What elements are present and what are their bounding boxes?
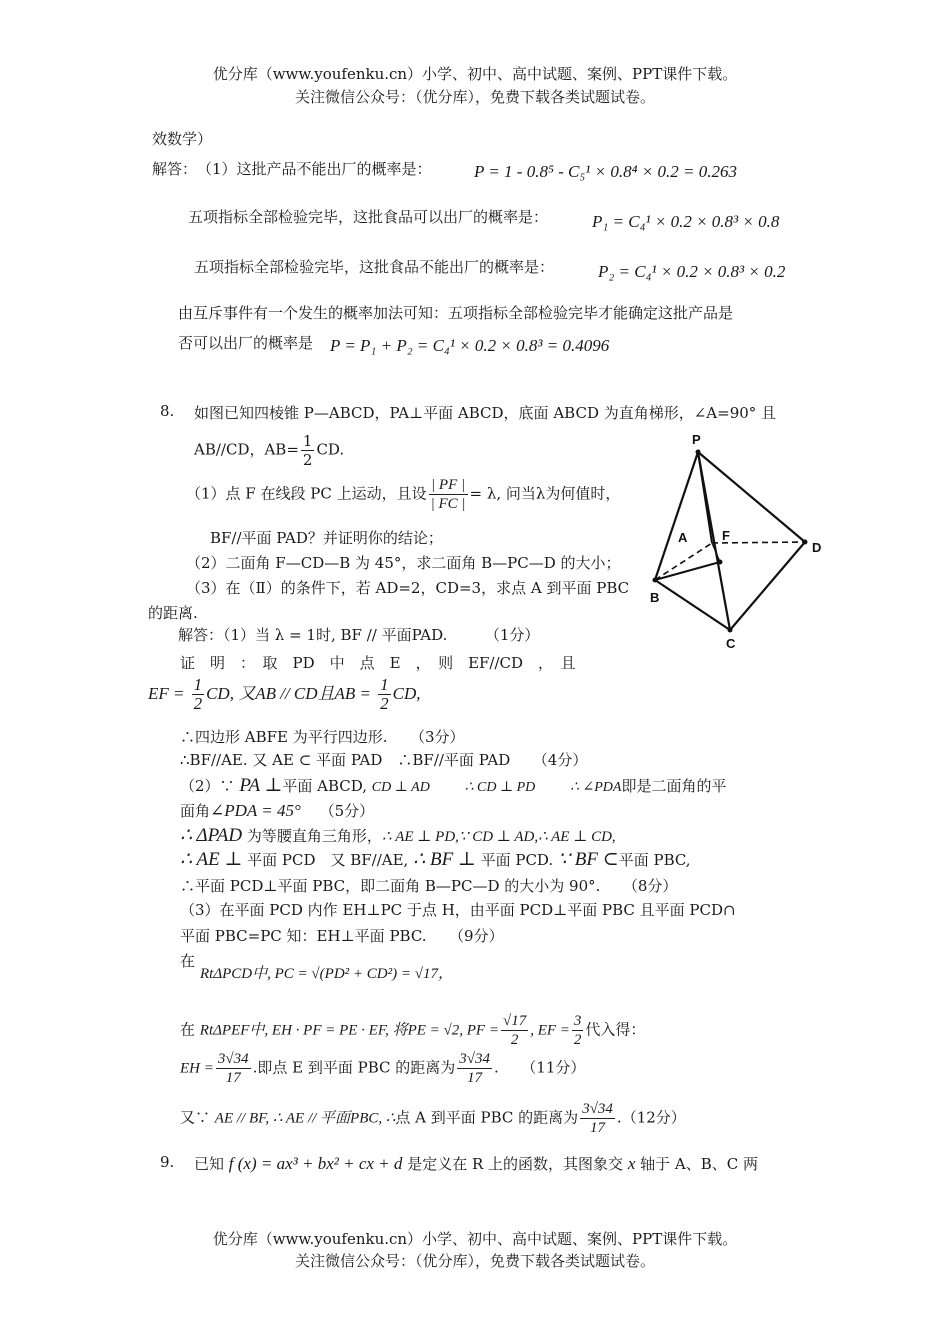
q8-s15-frac-1 [216, 1050, 251, 1087]
q8-solution-15 [180, 1050, 585, 1087]
q8-line-1: 如图已知四棱锥 P—ABCD，PA⊥平面 ABCD，底面 ABCD 为直角梯形，∠A=90° 且 [194, 404, 777, 422]
q9-line [194, 1153, 758, 1174]
fraction-numerator: 3√34 [582, 1101, 613, 1117]
q9-number: 9. [160, 1153, 175, 1171]
label-p: P [692, 432, 701, 447]
q8-s13-formula [200, 962, 453, 983]
q8-s13-c: ， [437, 966, 453, 982]
q8-s14-d: 代入得： [585, 1020, 646, 1039]
fraction-numerator: | PF | [429, 476, 468, 495]
q7-line-4: 由互斥事件有一个发生的概率加法可知：五项指标全部检验完毕才能确定这批产品是 [178, 304, 734, 322]
q8-part-1-a: （1）点 F 在线段 PC 上运动，且设 [186, 484, 427, 503]
fraction-denominator: 17 [467, 1070, 483, 1086]
label-c: C [726, 636, 736, 650]
q8-part-1-c: BF//平面 PAD？并证明你的结论； [210, 529, 443, 547]
q8-s14-a: 在 [180, 1020, 196, 1039]
q8-s16-b: AE // BF, ∴ AE // 平面PBC, ∴ [214, 1110, 396, 1127]
q8-s15-frac-2 [457, 1050, 492, 1087]
q8-s9-a: ∴ AE ⊥ [180, 849, 243, 870]
q8-solution-11: （3）在平面 PCD 内作 EH⊥PC 于点 H，由平面 PCD⊥平面 PBC 且平面 PCD∩ [180, 901, 736, 919]
header-line-1: 优分库（www.youfenku.cn）小学、初中、高中试题、案例、PPT课件下载。 [212, 65, 738, 83]
q8-s3-frac-2 [378, 676, 391, 713]
q8-s7-c: （5分） [319, 802, 375, 820]
q8-s14-frac-2 [572, 1012, 584, 1049]
segment-af [712, 543, 720, 562]
q8-solution-5: ∴BF//AE. 又 AE ⊂ 平面 PAD ∴BF//平面 PAD （4分） [180, 751, 588, 769]
fraction-denominator: 2 [573, 1032, 582, 1048]
q8-line-2 [194, 432, 344, 469]
q8-s14-c: , EF = [530, 1022, 570, 1039]
q7-formula-1: P = 1 - 0.8⁵ - C₅¹ × 0.8⁴ × 0.2 = 0.263 [474, 162, 737, 181]
q8-s6-g: 即是二面角的平 [621, 777, 727, 795]
q8-solution-1: 解答：（1）当 λ = 1时, BF // 平面PAD. （1分） [178, 626, 540, 644]
q8-solution-2: 证 明 ： 取 PD 中 点 E ， 则 EF//CD ， 且 [180, 654, 576, 672]
pyramid-figure [640, 430, 840, 650]
q8-s14-frac-1 [501, 1012, 528, 1049]
point-d [803, 540, 808, 545]
fraction-denominator: 17 [225, 1070, 241, 1086]
q8-s9-d: 平面 PCD. [480, 851, 554, 869]
label-d: D [812, 540, 822, 555]
q8-solution-16 [180, 1100, 686, 1137]
point-f [718, 560, 723, 565]
q8-s3-c: CD, [392, 684, 421, 703]
fraction-denominator: 2 [193, 694, 203, 713]
q9-a: 已知 [194, 1155, 225, 1173]
header-line-2: 关注微信公众号：（优分库），免费下载各类试题试卷。 [294, 88, 655, 106]
q8-solution-6 [180, 774, 726, 797]
q8-solution-4: ∴四边形 ABFE 为平行四边形. （3分） [180, 728, 465, 746]
fraction-numerator: √17 [502, 1013, 527, 1029]
q7-continuation: 效数学） [152, 130, 213, 148]
q8-s16-c: 点 A 到平面 PBC 的距离为 [395, 1108, 579, 1127]
edge-ab [655, 543, 712, 580]
fraction-denominator: 17 [590, 1120, 606, 1136]
q7-line-5: 否可以出厂的概率是 [178, 334, 314, 352]
q8-s3-frac-1 [192, 676, 205, 713]
q8-s7-a: 面角 [180, 802, 211, 820]
q8-fraction-pf-fc [429, 476, 468, 513]
q7-formula-3: P₂ = C₄¹ × 0.2 × 0.8³ × 0.2 [598, 262, 786, 281]
q8-s15-c: . （11分） [494, 1058, 586, 1077]
q7-formula-2: P₁ = C₄¹ × 0.2 × 0.8³ × 0.8 [592, 212, 780, 231]
q9-function: f (x) = ax³ + bx² + cx + d [228, 1154, 403, 1173]
fraction-numerator: 1 [193, 675, 203, 694]
footer-line-2: 关注微信公众号：（优分库），免费下载各类试题试卷。 [294, 1252, 655, 1270]
q8-line-2-b: CD. [316, 440, 345, 459]
q8-part-1 [186, 476, 620, 513]
q8-s9-f: 平面 PBC, [618, 851, 691, 869]
q8-solution-7 [180, 800, 374, 821]
q8-s6-b: PA ⊥ [239, 775, 283, 796]
q8-s16-a: 又∵ [180, 1108, 211, 1127]
fraction-numerator: 3√34 [217, 1051, 249, 1067]
q8-solution-10: ∴平面 PCD⊥平面 PBC，即二面角 B—PC—D 的大小为 90°. （8分） [180, 877, 678, 895]
fraction-numerator: 1 [380, 675, 389, 694]
q8-s7-b: ∠PDA = 45° [210, 801, 301, 820]
q8-s16-frac [580, 1100, 615, 1137]
q8-s6-f: ∴ ∠PDA [570, 780, 622, 795]
edge-bc [655, 580, 730, 630]
fraction-numerator: 3 [573, 1013, 582, 1029]
q8-s9-b: 平面 PCD 又 BF//AE, [247, 851, 409, 869]
q9-c: 轴于 A、B、C 两 [640, 1155, 759, 1173]
q8-solution-14 [180, 1012, 645, 1049]
q8-solution-9 [180, 848, 691, 871]
q8-number: 8. [160, 402, 175, 420]
q7-line-3: 五项指标全部检验完毕，这批食品不能出厂的概率是： [194, 258, 555, 276]
edge-pb [655, 452, 698, 580]
fraction-numerator: 1 [302, 432, 313, 450]
edge-pd [698, 452, 805, 542]
label-f: F [722, 528, 730, 543]
point-p [696, 450, 701, 455]
q8-s8-c: ∴ AE ⊥ PD,∵ CD ⊥ AD,∴ AE ⊥ CD, [381, 829, 616, 845]
q8-s15-b: .即点 E 到平面 PBC 的距离为 [252, 1058, 456, 1077]
q9-x: x [627, 1154, 636, 1173]
edge-pa [698, 452, 712, 543]
q8-solution-8 [180, 824, 616, 847]
q8-line-2-a: AB//CD，AB= [194, 440, 299, 459]
q8-part-3b: 的距离. [148, 604, 198, 622]
q8-s13-a: 在 [180, 952, 196, 970]
q9-b: 是定义在 R 上的函数，其图象交 [407, 1155, 624, 1173]
q8-s16-d: .（12分） [616, 1108, 686, 1127]
q8-s6-e: ∴ CD ⊥ PD [464, 780, 536, 795]
point-c [728, 628, 733, 633]
q8-solution-13 [180, 950, 195, 971]
q8-part-3a: （3）在（Ⅱ）的条件下，若 AD=2，CD=3，求点 A 到平面 PBC [186, 579, 630, 597]
q8-s15-a: EH = [180, 1060, 214, 1077]
q7-line-2: 五项指标全部检验完毕，这批食品可以出厂的概率是： [188, 208, 549, 226]
fraction-denominator: 2 [380, 694, 389, 713]
q7-formula-4: P = P₁ + P₂ = C₄¹ × 0.2 × 0.8³ = 0.4096 [330, 336, 610, 355]
footer-line-1: 优分库（www.youfenku.cn）小学、初中、高中试题、案例、PPT课件下载。 [212, 1230, 738, 1248]
fraction-denominator: 2 [510, 1032, 519, 1048]
q8-s9-c: ∴ BF ⊥ [413, 849, 476, 870]
q8-solution-12: 平面 PBC=PC 知：EH⊥平面 PBC. （9分） [180, 927, 504, 945]
label-a: A [678, 530, 688, 545]
q8-part-2: （2）二面角 F—CD—B 为 45°，求二面角 B—PC—D 的大小； [186, 554, 621, 572]
q8-solution-3 [148, 676, 421, 713]
q8-fraction-half [301, 432, 315, 469]
q8-s8-b: 为等腰直角三角形， [246, 827, 382, 845]
q7-line-1: 解答： （1）这批产品不能出厂的概率是： [152, 160, 432, 178]
q8-s14-b: RtΔPEF中, EH · PF = PE · EF, 将PE = √2, PF = [199, 1022, 499, 1039]
q8-s9-e: ∵ BF ⊂ [557, 849, 619, 870]
fraction-numerator: 3√34 [459, 1051, 491, 1067]
label-b: B [650, 590, 660, 605]
fraction-denominator: | FC | [430, 496, 466, 512]
q8-part-1-b: = λ, 问当λ为何值时， [469, 484, 621, 503]
q8-s6-a: （2）∵ [180, 777, 235, 795]
fraction-denominator: 2 [302, 451, 313, 469]
q8-s6-d: CD ⊥ AD [371, 780, 430, 795]
point-b [653, 578, 658, 583]
q8-s6-c: 平面 ABCD, [282, 777, 368, 795]
q8-s8-a: ∴ ΔPAD [180, 825, 243, 846]
segment-bf [655, 562, 720, 580]
edge-cd [730, 542, 805, 630]
q8-s13-b: RtΔPCD中, PC = √(PD² + CD²) = √17 [200, 966, 438, 982]
q8-s3-b: CD, 又AB // CD且AB = [206, 684, 372, 703]
q8-s3-a: EF = [148, 684, 185, 703]
